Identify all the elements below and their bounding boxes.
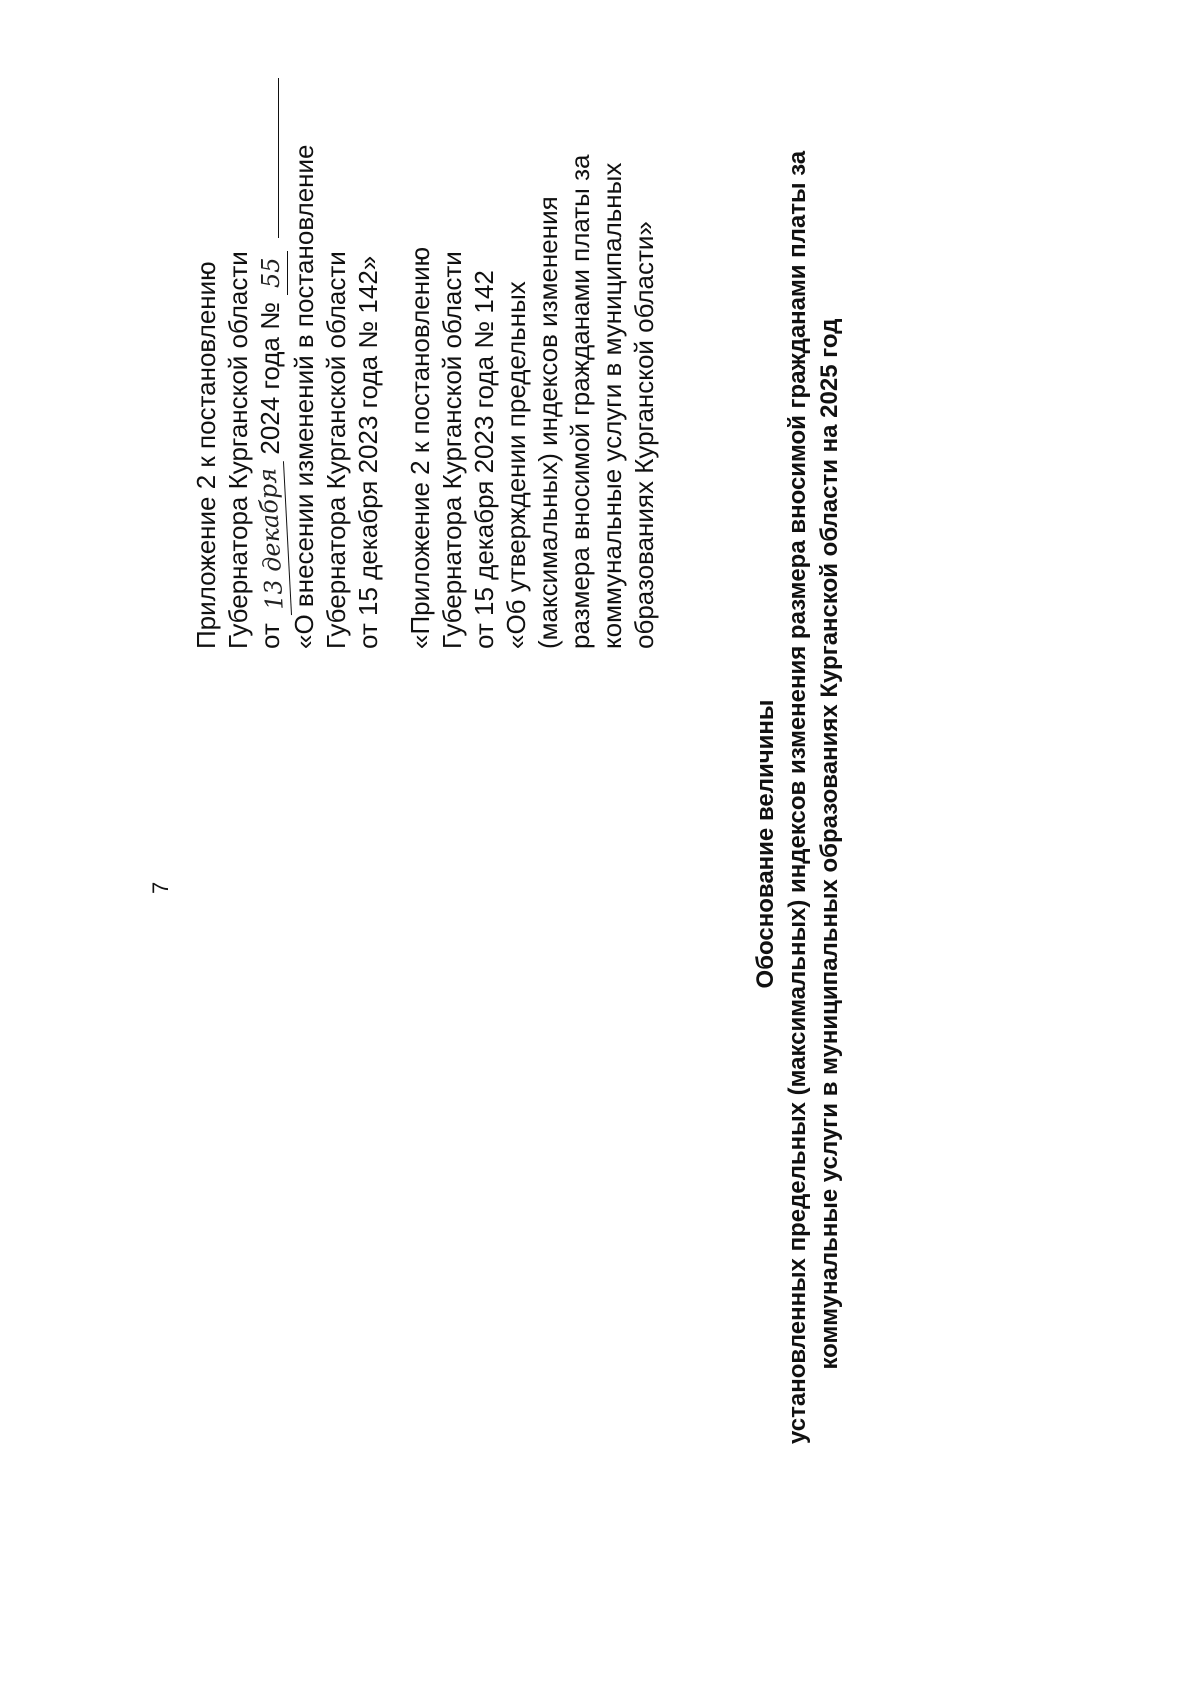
date-mid: 2024 года № xyxy=(255,301,285,455)
annex-block xyxy=(190,29,660,649)
annex-current-line5: Губернатора Курганской области xyxy=(321,251,351,649)
handwritten-date: 13 декабря xyxy=(251,461,292,617)
date-prefix: от xyxy=(255,623,285,649)
spacer xyxy=(384,29,404,649)
annex-original-line6: размера вносимой гражданами платы за xyxy=(565,154,595,649)
annex-current-line1: Приложение 2 к постановлению xyxy=(191,261,221,649)
annex-original-line8: образованиях Курганской области» xyxy=(629,221,659,649)
annex-current-line4: «О внесении изменений в постановление xyxy=(289,144,319,649)
annex-current-line6: от 15 декабря 2023 года № 142» xyxy=(353,255,383,649)
page-number: 7 xyxy=(148,881,173,894)
annex-original-line3: от 15 декабря 2023 года № 142 xyxy=(469,270,499,649)
underline xyxy=(276,78,279,238)
annex-original-line4: «Об утверждении предельных xyxy=(501,281,531,649)
title-line2: установленных предельных (максимальных) индексов изменения размера вносимой гражданами платы за xyxy=(784,150,811,1444)
annex-original-line5: (максимальных) индексов изменения xyxy=(533,196,563,649)
annex-current-line2: Губернатора Курганской области xyxy=(223,251,253,649)
annex-original-line1: «Приложение 2 к постановлению xyxy=(405,246,435,649)
handwritten-number: 55 xyxy=(255,251,288,295)
title-line1: Обоснование величины xyxy=(752,699,779,989)
annex-original-line2: Губернатора Курганской области xyxy=(437,251,467,649)
annex-original-line7: коммунальные услуги в муниципальных xyxy=(597,162,627,649)
annex-current-date-line xyxy=(254,29,288,649)
title-line3: коммунальные услуги в муниципальных образованиях Курганской области на 2025 год xyxy=(816,318,843,1370)
document-title xyxy=(750,150,846,1444)
